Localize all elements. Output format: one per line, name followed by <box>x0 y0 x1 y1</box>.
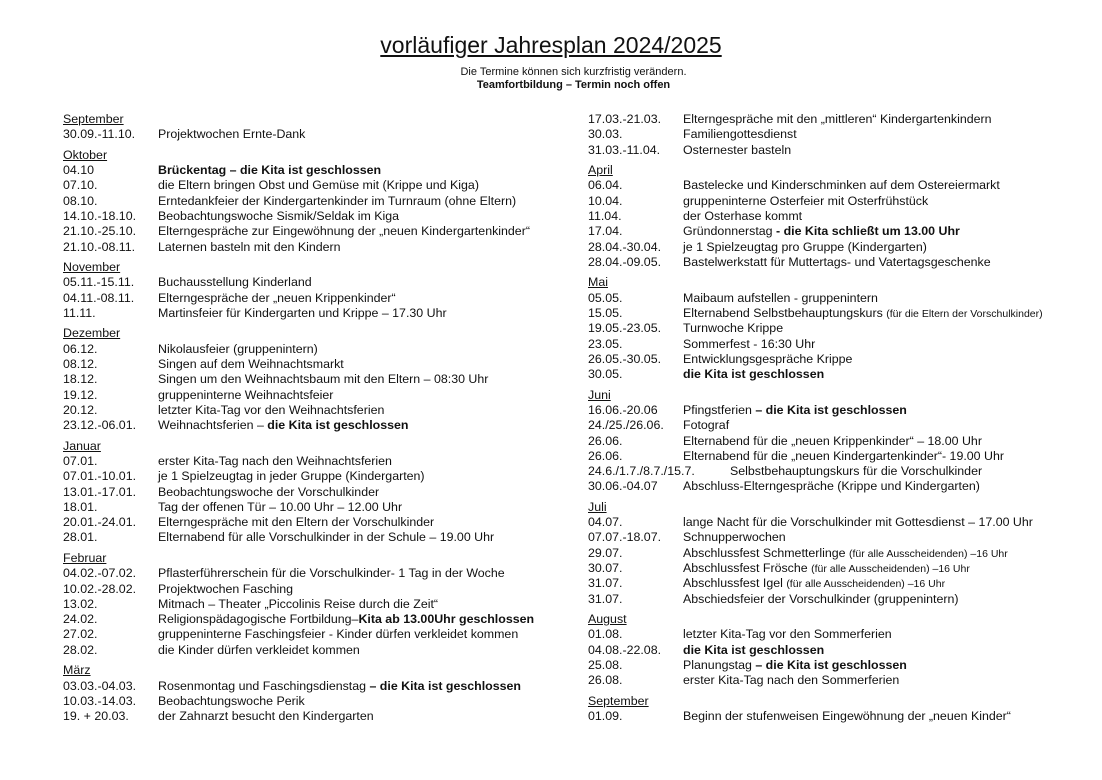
event-date: 26.08. <box>588 673 623 688</box>
event-text-part: Abschlussfest Frösche <box>683 561 812 576</box>
event-text-part: Abschlussfest Schmetterlinge <box>683 545 849 560</box>
schedule-row <box>588 240 1098 255</box>
event-date: 24./25./26.06. <box>588 418 664 433</box>
schedule-row <box>63 275 583 290</box>
event-text-part: Schnupperwochen <box>683 530 786 545</box>
event-description <box>683 194 928 209</box>
event-description <box>158 127 305 142</box>
event-description <box>158 163 381 178</box>
schedule-row <box>588 224 1098 239</box>
schedule-row <box>63 209 583 224</box>
event-date: 04.02.-07.02. <box>63 566 137 581</box>
event-description <box>158 403 384 418</box>
event-description <box>683 306 1043 322</box>
event-text-part: – die Kita ist geschlossen <box>755 658 907 673</box>
event-date: 04.10 <box>63 163 95 178</box>
event-description <box>158 694 305 709</box>
event-description <box>683 352 852 367</box>
month-heading: Oktober <box>63 147 108 162</box>
event-text-part: Beobachtungswoche der Vorschulkinder <box>158 484 380 499</box>
event-text-part: – die Kita ist geschlossen <box>369 678 521 693</box>
event-date: 21.10.-08.11. <box>63 239 136 254</box>
schedule-row <box>63 643 583 658</box>
schedule-row <box>63 306 583 321</box>
event-description <box>158 643 360 658</box>
event-date: 17.04. <box>588 224 623 239</box>
schedule-row <box>63 403 583 418</box>
event-date: 17.03.-21.03. <box>588 112 662 126</box>
schedule-row <box>63 694 583 709</box>
event-text-part: Elternabend für die „neuen Kindergartenkinder“- 19.00 Uhr <box>683 448 1004 463</box>
event-description <box>158 275 312 290</box>
event-date: 14.10.-18.10. <box>63 208 137 223</box>
schedule-row <box>63 530 583 545</box>
event-description <box>158 627 518 642</box>
event-description <box>683 337 815 352</box>
event-date: 05.11.-15.11. <box>63 275 135 290</box>
event-description <box>683 530 786 545</box>
month-heading: Juli <box>588 499 607 514</box>
schedule-row <box>588 515 1098 530</box>
event-description <box>158 357 344 372</box>
schedule-row <box>588 449 1098 464</box>
event-description <box>683 673 899 688</box>
schedule-row <box>588 479 1098 494</box>
event-description <box>158 566 505 581</box>
event-date: 08.12. <box>63 357 98 372</box>
schedule-row <box>63 240 583 255</box>
schedule-row <box>63 485 583 500</box>
schedule-row <box>588 561 1098 576</box>
month-heading: Februar <box>63 550 107 565</box>
schedule-row <box>63 454 583 469</box>
event-text-part: Elternabend Selbstbehauptungskurs <box>683 305 887 320</box>
event-text-part: erster Kita-Tag nach den Weihnachtsferien <box>158 453 392 468</box>
event-description <box>158 469 425 484</box>
event-date: 24.02. <box>63 612 98 627</box>
event-date: 28.02. <box>63 642 98 657</box>
event-text-part: Beobachtungswoche Sismik/Seldak im Kiga <box>158 208 400 223</box>
month-heading: November <box>63 260 121 275</box>
schedule-row <box>63 679 583 694</box>
event-text-part: Elterngespräche der „neuen Krippenkinder“ <box>158 290 396 305</box>
schedule-row <box>588 643 1098 658</box>
event-date: 04.08.-22.08. <box>588 642 662 657</box>
event-description <box>683 321 783 336</box>
event-date: 04.11.-08.11. <box>63 290 135 305</box>
month-heading: Dezember <box>63 326 121 341</box>
event-description <box>158 240 341 255</box>
page-subtitle-bold: Teamfortbildung – Termin noch offen <box>476 79 671 91</box>
month-heading: September <box>588 693 649 708</box>
event-text-part: Erntedankfeier der Kindergartenkinder im Turnraum (ohne Eltern) <box>158 193 517 208</box>
schedule-row <box>588 627 1098 642</box>
schedule-row <box>588 592 1098 607</box>
page-subtitle: Die Termine können sich kurzfristig verändern. <box>460 66 687 78</box>
event-text-part: Tag der offenen Tür – 10.00 Uhr – 12.00 Uhr <box>158 499 403 514</box>
event-date: 13.01.-17.01. <box>63 484 137 499</box>
event-text-part: Elterngespräche mit den „mittleren“ Kindergartenkindern <box>683 112 992 126</box>
event-text-part: Elternabend für die „neuen Krippenkinder“ – 18.00 Uhr <box>683 433 982 448</box>
event-text-part: Pflasterführerschein für die Vorschulkinder- 1 Tag in der Woche <box>158 566 505 581</box>
event-description <box>158 582 293 597</box>
schedule-row <box>63 709 583 724</box>
month-heading: April <box>588 163 613 178</box>
event-date: 30.05. <box>588 367 623 382</box>
event-description <box>158 530 494 545</box>
schedule-row <box>63 127 583 142</box>
event-date: 08.10. <box>63 193 98 208</box>
event-text-part: Elternabend für alle Vorschulkinder in der Schule – 19.00 Uhr <box>158 530 495 545</box>
event-text-part: Fotograf <box>683 418 730 433</box>
event-text-part: Projektwochen Fasching <box>158 581 293 596</box>
month-heading: Juni <box>588 387 611 402</box>
event-text-part: der Osterhase kommt <box>683 208 803 223</box>
event-date: 05.05. <box>588 290 623 305</box>
event-description <box>158 597 438 612</box>
event-date: 31.07. <box>588 591 623 606</box>
event-description <box>730 464 982 479</box>
event-description <box>158 194 516 209</box>
schedule-row <box>63 388 583 403</box>
event-description <box>683 240 927 255</box>
event-text-part: Brückentag – die Kita ist geschlossen <box>158 163 382 178</box>
schedule-row <box>588 337 1098 352</box>
event-description <box>683 434 982 449</box>
event-date: 26.06. <box>588 448 623 463</box>
event-date: 27.02. <box>63 627 98 642</box>
page-title: vorläufiger Jahresplan 2024/2025 <box>380 32 722 58</box>
event-description <box>683 627 892 642</box>
schedule-row <box>588 546 1098 561</box>
event-text-part: die Kita ist geschlossen <box>267 418 409 433</box>
event-description <box>683 178 1000 193</box>
month-heading: Januar <box>63 438 101 453</box>
event-text-part: Mitmach – Theater „Piccolinis Reise durch die Zeit“ <box>158 596 439 611</box>
event-date: 10.04. <box>588 193 623 208</box>
event-date: 30.09.-11.10. <box>63 127 136 142</box>
event-text-part: Abschluss-Elterngespräche (Krippe und Kindergarten) <box>683 479 980 494</box>
event-text-part: Kita ab 13.00Uhr geschlossen <box>358 612 535 627</box>
schedule-row <box>63 418 583 433</box>
event-description <box>683 592 959 607</box>
event-description <box>683 127 797 142</box>
event-date: 26.06. <box>588 433 623 448</box>
event-text-part: Gründonnerstag <box>683 224 776 239</box>
event-text-part: Familiengottesdienst <box>683 127 797 142</box>
event-text-part: Buchausstellung Kinderland <box>158 275 312 290</box>
event-text-part: – die Kita ist geschlossen <box>755 402 907 417</box>
event-date: 21.10.-25.10. <box>63 224 137 239</box>
schedule-row <box>63 566 583 581</box>
event-text-part: erster Kita-Tag nach den Sommerferien <box>683 673 900 688</box>
event-text-part: die Eltern bringen Obst und Gemüse mit (Krippe und Kiga) <box>158 178 479 193</box>
schedule-row <box>63 194 583 209</box>
schedule-row <box>588 306 1098 321</box>
event-text-part: lange Nacht für die Vorschulkinder mit Gottesdienst – 17.00 Uhr <box>683 515 1033 530</box>
event-text-part: Abschlussfest Igel <box>683 576 787 591</box>
event-description <box>683 515 1033 530</box>
event-description <box>158 612 534 627</box>
event-description <box>158 454 392 469</box>
event-description <box>683 418 729 433</box>
event-description <box>158 306 447 321</box>
event-description <box>683 449 1004 464</box>
event-date: 19.12. <box>63 387 98 402</box>
event-text-part: - die Kita schließt um 13.00 Uhr <box>776 224 960 239</box>
event-description <box>683 709 1011 724</box>
schedule-row <box>588 321 1098 336</box>
event-text-part: Martinsfeier für Kindergarten und Krippe – 17.30 Uhr <box>158 305 447 320</box>
event-date: 28.04.-09.05. <box>588 254 662 269</box>
schedule-row <box>588 194 1098 209</box>
event-date: 31.03.-11.04. <box>588 142 661 157</box>
event-text-part: Sommerfest - 16:30 Uhr <box>683 336 816 351</box>
event-text-part: die Kinder dürfen verkleidet kommen <box>158 642 360 657</box>
event-description <box>683 209 802 224</box>
event-date: 20.01.-24.01. <box>63 515 137 530</box>
event-text-part: letzter Kita-Tag vor den Weihnachtsferien <box>158 402 385 417</box>
event-text-part: Singen auf dem Weihnachtsmarkt <box>158 357 344 372</box>
event-description <box>158 291 396 306</box>
event-date: 01.08. <box>588 627 623 642</box>
event-text-part: Bastelwerkstatt für Muttertags- und Vatertagsgeschenke <box>683 254 991 269</box>
event-date: 26.05.-30.05. <box>588 351 662 366</box>
schedule-row <box>63 582 583 597</box>
schedule-row <box>63 178 583 193</box>
event-description <box>158 178 479 193</box>
schedule-column-right <box>588 112 1098 724</box>
event-text-part: (für alle Ausscheidenden) –16 Uhr <box>786 578 946 591</box>
month-heading: Mai <box>588 275 608 290</box>
event-description <box>158 679 521 694</box>
event-description <box>158 388 333 403</box>
event-date: 16.06.-20.06 <box>588 402 658 417</box>
schedule-row <box>588 352 1098 367</box>
event-text-part: Projektwochen Ernte-Dank <box>158 127 306 142</box>
schedule-column-left <box>63 112 583 724</box>
event-text-part: gruppeninterne Osterfeier mit Osterfrühstück <box>683 193 929 208</box>
event-date: 30.03. <box>588 127 623 142</box>
event-text-part: Elterngespräche zur Eingewöhnung der „neuen Kindergartenkinder“ <box>158 224 530 239</box>
event-description <box>158 209 399 224</box>
event-description <box>683 255 991 270</box>
event-text-part: Elterngespräche mit den Eltern der Vorschulkinder <box>158 515 435 530</box>
event-date: 19. + 20.03. <box>63 709 129 724</box>
event-description <box>683 658 907 673</box>
event-text-part: Turnwoche Krippe <box>683 321 784 336</box>
event-date: 03.03.-04.03. <box>63 678 137 693</box>
event-text-part: (für alle Ausscheidenden) –16 Uhr <box>848 547 1008 560</box>
event-description <box>683 143 791 158</box>
event-description <box>683 546 1008 562</box>
event-description <box>683 561 970 577</box>
event-text-part: Abschiedsfeier der Vorschulkinder (gruppenintern) <box>683 591 959 606</box>
event-text-part: je 1 Spielzeugtag pro Gruppe (Kindergarten) <box>683 239 927 254</box>
schedule-row <box>63 597 583 612</box>
schedule-row <box>63 500 583 515</box>
event-description <box>158 418 408 433</box>
event-date: 28.01. <box>63 530 98 545</box>
event-date: 06.04. <box>588 178 623 193</box>
event-date: 01.09. <box>588 709 623 724</box>
event-date: 04.07. <box>588 515 623 530</box>
event-text-part: Planungstag <box>683 658 756 673</box>
event-text-part: die Kita ist geschlossen <box>683 642 825 657</box>
event-description <box>683 367 824 382</box>
event-date: 31.07. <box>588 576 623 591</box>
event-text-part: Nikolausfeier (gruppenintern) <box>158 341 318 356</box>
event-text-part: Bastelecke und Kinderschminken auf dem Ostereiermarkt <box>683 178 1000 193</box>
event-description <box>683 479 980 494</box>
event-description <box>683 224 960 239</box>
event-date: 07.01. <box>63 453 98 468</box>
event-text-part: letzter Kita-Tag vor den Sommerferien <box>683 627 892 642</box>
event-text-part: Weihnachtsferien – <box>158 418 268 433</box>
event-text-part: Entwicklungsgespräche Krippe <box>683 351 853 366</box>
schedule-row <box>63 612 583 627</box>
event-date: 18.01. <box>63 499 98 514</box>
schedule-row <box>63 357 583 372</box>
schedule-row <box>588 434 1098 449</box>
event-text-part: der Zahnarzt besucht den Kindergarten <box>158 709 374 724</box>
event-date: 18.12. <box>63 372 98 387</box>
schedule-row <box>588 673 1098 688</box>
event-description <box>683 291 878 306</box>
event-date: 29.07. <box>588 545 623 560</box>
event-text-part: (für alle Ausscheidenden) –16 Uhr <box>811 563 970 576</box>
event-description <box>683 112 992 127</box>
event-date: 07.01.-10.01. <box>63 469 137 484</box>
event-description <box>158 500 402 515</box>
schedule-row <box>588 112 1098 127</box>
event-text-part: Beobachtungswoche Perik <box>158 693 305 708</box>
schedule-row <box>63 469 583 484</box>
event-date: 10.03.-14.03. <box>63 693 137 708</box>
month-heading: März <box>63 663 91 678</box>
schedule-row <box>588 255 1098 270</box>
schedule-row <box>63 515 583 530</box>
event-text-part: die Kita ist geschlossen <box>683 367 825 382</box>
month-heading: August <box>588 612 627 627</box>
event-text-part: Selbstbehauptungskurs für die Vorschulkinder <box>730 464 983 479</box>
event-description <box>158 372 488 387</box>
schedule-row <box>63 627 583 642</box>
event-date: 15.05. <box>588 305 623 320</box>
event-text-part: Maibaum aufstellen - gruppenintern <box>683 290 878 305</box>
event-date: 11.04. <box>588 208 622 223</box>
schedule-row <box>63 291 583 306</box>
event-text-part: je 1 Spielzeugtag in jeder Gruppe (Kindergarten) <box>158 469 425 484</box>
event-text-part: (für die Eltern der Vorschulkinder) <box>886 307 1043 320</box>
schedule-row <box>588 464 1098 479</box>
schedule-row <box>588 367 1098 382</box>
schedule-row <box>588 178 1098 193</box>
event-text-part: Rosenmontag und Faschingsdienstag <box>158 678 370 693</box>
event-description <box>683 643 824 658</box>
schedule-row <box>588 418 1098 433</box>
event-date: 07.10. <box>63 178 98 193</box>
event-date: 20.12. <box>63 402 98 417</box>
schedule-row <box>588 403 1098 418</box>
event-date: 13.02. <box>63 596 98 611</box>
event-description <box>683 403 907 418</box>
event-date: 25.08. <box>588 658 623 673</box>
schedule-row <box>63 163 583 178</box>
event-text-part: Singen um den Weihnachtsbaum mit den Eltern – 08:30 Uhr <box>158 372 489 387</box>
schedule-row <box>588 576 1098 591</box>
event-description <box>158 224 530 239</box>
event-date: 10.02.-28.02. <box>63 581 137 596</box>
month-heading: September <box>63 112 124 126</box>
event-text-part: gruppeninterne Faschingsfeier - Kinder dürfen verkleidet kommen <box>158 627 519 642</box>
schedule-row <box>588 709 1098 724</box>
event-description <box>158 485 379 500</box>
event-text-part: Osternester basteln <box>683 142 792 157</box>
event-date: 06.12. <box>63 341 98 356</box>
event-date: 23.05. <box>588 336 623 351</box>
event-date: 11.11. <box>63 305 96 320</box>
event-text-part: Pfingstferien <box>683 402 756 417</box>
schedule-row <box>588 530 1098 545</box>
event-date: 23.12.-06.01. <box>63 418 137 433</box>
schedule-row <box>588 127 1098 142</box>
event-description <box>158 515 434 530</box>
schedule-row <box>588 143 1098 158</box>
schedule-row <box>63 342 583 357</box>
event-text-part: Religionspädagogische Fortbildung– <box>158 612 359 627</box>
event-description <box>158 342 318 357</box>
schedule-row <box>588 209 1098 224</box>
event-date: 24.6./1.7./8.7./15.7. <box>588 464 695 479</box>
event-date: 19.05.-23.05. <box>588 321 662 336</box>
event-date: 07.07.-18.07. <box>588 530 662 545</box>
event-text-part: Laternen basteln mit den Kindern <box>158 239 341 254</box>
event-text-part: Beginn der stufenweisen Eingewöhnung der „neuen Kinder“ <box>683 709 1011 724</box>
event-date: 30.07. <box>588 561 623 576</box>
schedule-row <box>588 658 1098 673</box>
event-date: 30.06.-04.07 <box>588 479 658 494</box>
event-description <box>683 576 945 592</box>
schedule-row <box>588 291 1098 306</box>
event-text-part: gruppeninterne Weihnachtsfeier <box>158 387 334 402</box>
event-description <box>158 709 374 724</box>
schedule-row <box>63 372 583 387</box>
schedule-row <box>63 224 583 239</box>
event-date: 28.04.-30.04. <box>588 239 662 254</box>
